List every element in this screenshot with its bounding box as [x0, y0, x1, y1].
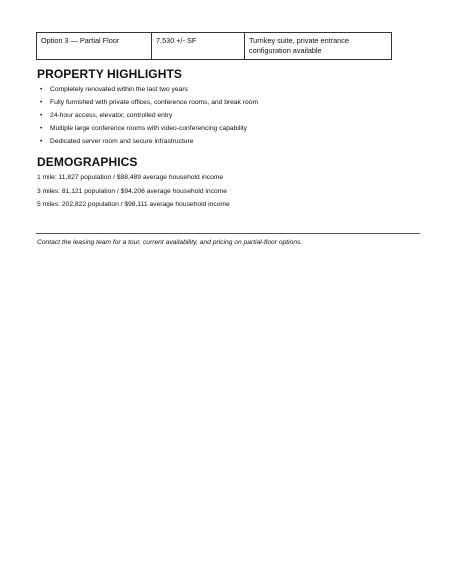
- highlights-heading: PROPERTY HIGHLIGHTS: [37, 67, 183, 81]
- list-item: • 24-hour access, elevator, controlled entry: [36, 112, 258, 125]
- demographics-heading: DEMOGRAPHICS: [37, 155, 138, 169]
- demographics-list: [37, 174, 230, 215]
- highlights-list: [36, 86, 258, 151]
- list-item: • Dedicated server room and secure infrastructure: [36, 138, 258, 151]
- table-row: [37, 33, 392, 60]
- table-cell-size: 7,530 +/- SF: [152, 33, 245, 60]
- list-item: • Fully furnished with private offices, conference rooms, and break room: [36, 99, 258, 112]
- contact-note: Contact the leasing team for a tour, current availability, and pricing on partial-floor options.: [37, 239, 303, 246]
- list-item: • Multiple large conference rooms with video-conferencing capability: [36, 125, 258, 138]
- divider-rule: [36, 233, 420, 234]
- demographics-line: 1 mile: 11,827 population / $88,489 average household income: [37, 174, 224, 181]
- list-item: • Completely renovated within the last two years: [36, 86, 258, 99]
- table-cell-notes: Turnkey suite, private entrance configuration available: [245, 33, 392, 60]
- space-options-table: [36, 32, 392, 60]
- table-cell-option: Option 3 — Partial Floor: [37, 33, 152, 60]
- demographics-line: 5 miles: 202,822 population / $98,111 average household income: [37, 201, 230, 208]
- demographics-line: 3 miles: 81,121 population / $94,206 average household income: [37, 187, 227, 195]
